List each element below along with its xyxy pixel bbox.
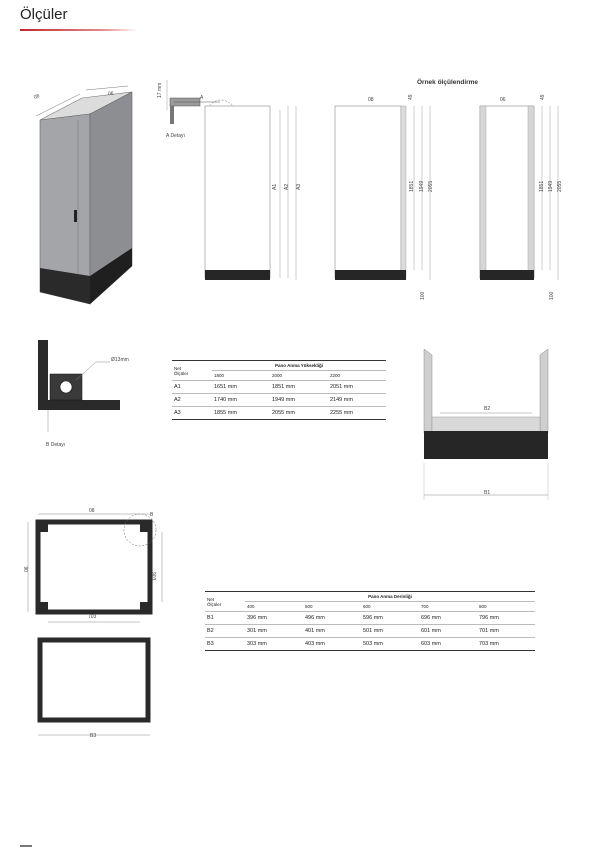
example1-width: 08 [368,97,374,103]
example2-v2: 1949 [548,180,554,192]
dim-a3: A3 [296,183,302,190]
height-table-group: Pano Anma Yüksekliği [212,361,386,371]
example2-base: 100 [549,291,555,300]
example-title: Örnek ölçülendirme [417,79,479,86]
detail-b-drawing [30,340,130,440]
depth-table-group: Pano Anma Derinliği [245,592,535,602]
example-depth-drawing [476,100,586,290]
example2-v3: 2055 [557,180,563,192]
depth-table-col: 700 [421,604,429,609]
detail-b-caption: B Detayı [46,442,66,448]
footer-marker [20,845,32,847]
plan-inner-width: 703 [88,614,97,620]
cabinet-isometric-drawing [20,80,140,305]
dim-b2: B2 [484,406,491,412]
example2-width: 06 [500,97,506,103]
iso-depth-label: 06 [107,90,114,98]
table-row: A2 1740 mm 1949 mm 2149 mm [172,394,386,407]
example1-v3: 2055 [428,180,434,192]
example1-v1: 1851 [409,180,415,192]
iso-width-label: 08 [32,93,41,101]
plan-view-drawing [22,510,182,750]
height-table-label: Net Ölçüler [172,361,212,381]
detail-a-caption: A Detayı [166,133,185,139]
depth-table-label: Net Ölçüler [205,592,245,612]
depth-table-col: 400 [247,604,255,609]
plan-depth: 06 [24,566,30,572]
plan-b3: B3 [90,733,97,739]
detail-a-letter: A [200,95,204,101]
table-row: A3 1855 mm 2055 mm 2255 mm [172,407,386,420]
title-rule [20,29,138,31]
page-title: Ölçüler [20,6,68,23]
example-width-drawing [330,100,440,290]
height-table [172,360,386,420]
table-row: B1 396 mm 496 mm 596 mm 696 mm 796 mm [205,612,535,625]
front-elevation-drawing [200,100,310,285]
example1-base: 100 [420,291,426,300]
dim-a1: A1 [272,183,278,190]
plan-width: 08 [89,508,95,514]
height-table-col: 2200 [330,373,341,378]
plan-detail-b: B [150,512,154,518]
dim-b1: B1 [484,490,491,496]
depth-table-col: 800 [479,604,487,609]
height-table-col: 1800 [214,373,225,378]
height-table-col: 2000 [272,373,283,378]
example2-top: 49 [540,94,546,100]
detail-b-diameter: Ø13mm [111,357,129,363]
table-row: A1 1651 mm 1851 mm 2051 mm [172,381,386,394]
example1-v2: 1949 [419,180,425,192]
base-frame-drawing [418,345,568,505]
depth-table-col: 600 [363,604,371,609]
detail-a-dim: 17 mm [157,82,163,98]
plan-inner-depth: 903 [150,572,156,581]
table-row: B3 303 mm 403 mm 503 mm 603 mm 703 mm [205,638,535,651]
example2-v1: 1851 [539,180,545,192]
depth-table [205,591,535,651]
table-row: B2 301 mm 401 mm 501 mm 601 mm 701 mm [205,625,535,638]
depth-table-col: 500 [305,604,313,609]
example1-top: 49 [408,94,414,100]
dim-a2: A2 [284,183,290,190]
